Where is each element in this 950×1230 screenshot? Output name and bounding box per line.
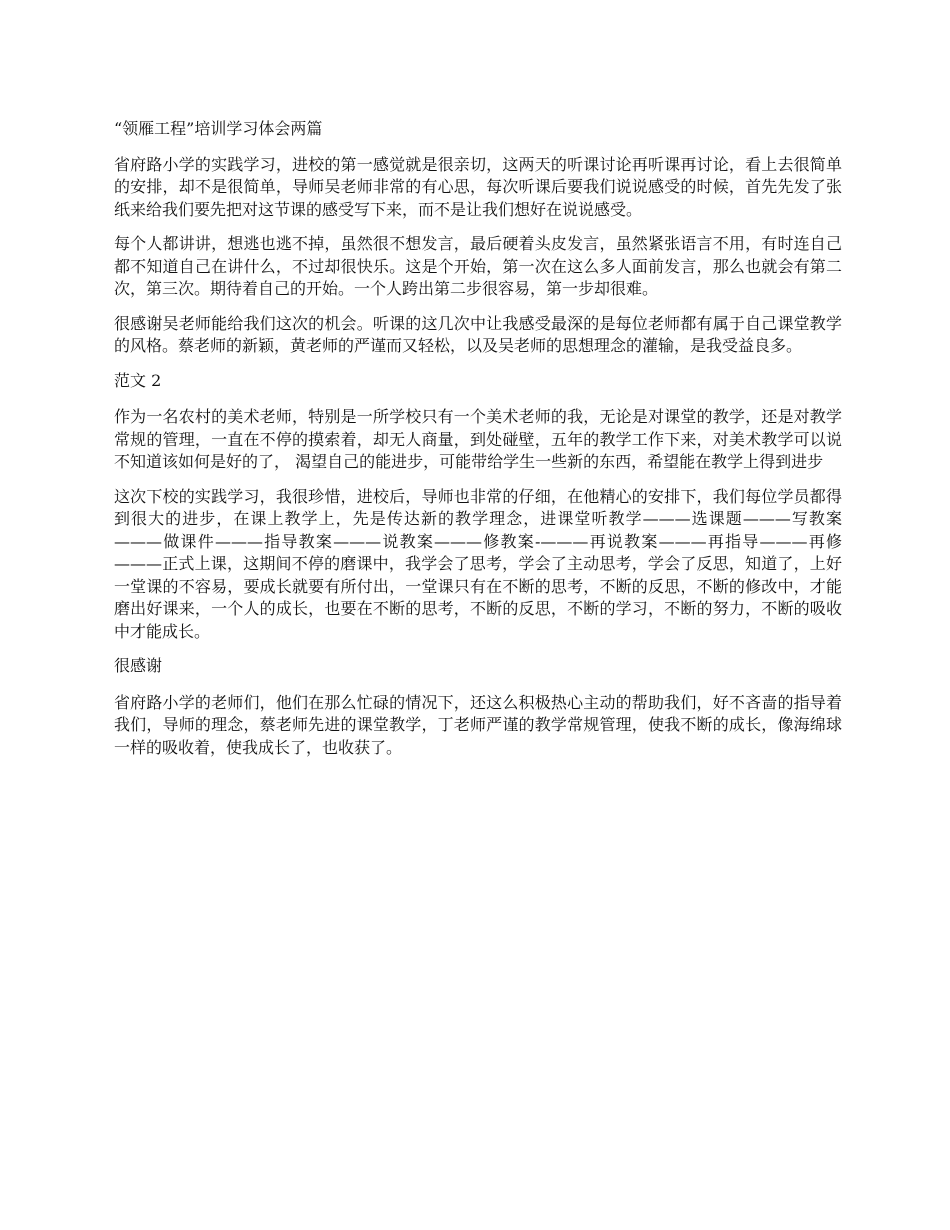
paragraph-6: 省府路小学的老师们，他们在那么忙碌的情况下，还这么积极热心主动的帮助我们，好不吝啬的指导着我们，导师的理念，蔡老师先进的课堂教学，丁老师严谨的教学常规管理，使我不断的成长，像海绵球一样的吸收着，使我成长了，也收获了。 [114, 692, 842, 757]
document-page [114, 118, 842, 771]
paragraph-thanks-heading: 很感谢 [114, 656, 163, 675]
paragraph-2: 每个人都讲讲，想逃也逃不掉，虽然很不想发言，最后硬着头皮发言，虽然紧张语言不用，有时连自己都不知道自己在讲什么，不过却很快乐。这是个开始，第一次在这么多人面前发言，那么也就会有第二次，第三次。期待着自己的开始。一个人跨出第二步很容易，第一步却很难。 [114, 234, 842, 298]
paragraph-3: 很感谢吴老师能给我们这次的机会。听课的这几次中让我感受最深的是每位老师都有属于自己课堂教学的风格。蔡老师的新颖，黄老师的严谨而又轻松，以及吴老师的思想理念的灌输，是我受益良多。 [114, 313, 842, 355]
paragraph-4: 作为一名农村的美术老师，特别是一所学校只有一个美术老师的我，无论是对课堂的教学，还是对教学常规的管理，一直在不停的摸索着，却无人商量，到处碰壁，五年的教学工作下来，对美术教学可以说不知道该如何是好的了， 渴望自己的能进步，可能带给学生一些新的东西，希望能在教学上得到进步 [114, 407, 842, 471]
paragraph-1: 省府路小学的实践学习，进校的第一感觉就是很亲切，这两天的听课讨论再听课再讨论，看上去很简单的安排，却不是很简单，导师吴老师非常的有心思，每次听课后要我们说说感受的时候，首先先发了张纸来给我们要先把对这节课的感受写下来，而不是让我们想好在说说感受。 [114, 154, 842, 219]
document-title: “领雁工程”培训学习体会两篇 [114, 119, 323, 138]
section-heading-fanwen-2: 范文 2 [114, 370, 162, 390]
paragraph-5: 这次下校的实践学习，我很珍惜，进校后，导师也非常的仔细，在他精心的安排下，我们每位学员都得到很大的进步，在课上教学上，先是传达新的教学理念，进课堂听教学———选课题———写教案———做课件———指导教案———说教案———修教案-———再说教案———再指导———再修———正式上课，这期间不停的磨课中，我学会了思考，学会了主动思考，学会了反思，知道了，上好一堂课的不容易，要成长就要有所付出，一堂课只有在不断的思考，不断的反思，不断的修改中，才能磨出好课来，一个人的成长，也要在不断的思考，不断的反思，不断的学习，不断的努力，不断的吸收中才能成长。 [114, 486, 842, 641]
